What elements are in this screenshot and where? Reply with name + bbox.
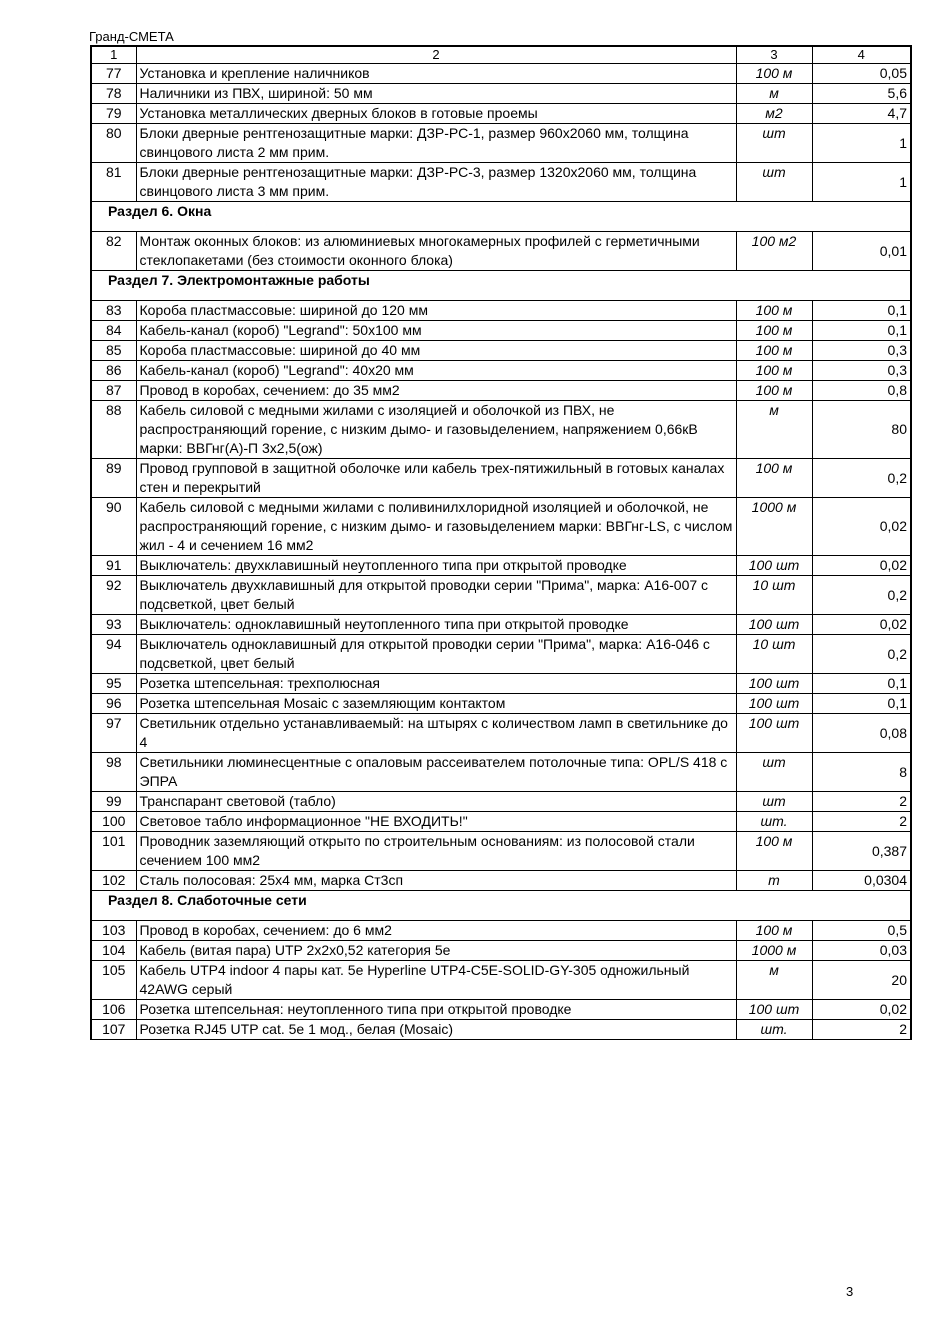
row-quantity: 0,3 [812,341,911,361]
row-description: Светильники люминесцентные с опаловым рассеивателем потолочные типа: OPL/S 418 с ЭПРА [136,753,736,792]
row-number: 104 [91,941,136,961]
estimate-table [90,45,912,1040]
row-number: 82 [91,232,136,271]
row-quantity: 0,3 [812,361,911,381]
row-number: 99 [91,792,136,812]
row-unit: 100 шт [736,714,812,753]
row-unit: 100 м [736,921,812,941]
row-description: Кабель (витая пара) UTP 2х2х0,52 категория 5е [136,941,736,961]
row-number: 92 [91,576,136,615]
row-description: Кабель UTP4 indoor 4 пары кат. 5е Hyperline UTP4-C5E-SOLID-GY-305 одножильный 42AWG серый [136,961,736,1000]
row-quantity: 0,2 [812,459,911,498]
row-number: 81 [91,163,136,202]
row-unit: шт [736,163,812,202]
row-unit: 100 м [736,832,812,871]
row-unit: шт. [736,1020,812,1040]
column-header-3: 3 [736,46,812,64]
row-quantity: 5,6 [812,84,911,104]
row-number: 96 [91,694,136,714]
row-description: Сталь полосовая: 25х4 мм, марка Ст3сп [136,871,736,891]
row-quantity: 0,05 [812,64,911,84]
row-number: 78 [91,84,136,104]
row-unit: шт [736,792,812,812]
column-header-1: 1 [91,46,136,64]
row-description: Выключатель: одноклавишный неутопленного типа при открытой проводке [136,615,736,635]
page-number: 3 [846,1284,854,1299]
row-number: 98 [91,753,136,792]
row-unit: 10 шт [736,635,812,674]
table-row [91,498,911,556]
table-row [91,871,911,891]
table-row [91,812,911,832]
row-description: Установка металлических дверных блоков в готовые проемы [136,104,736,124]
row-unit: 100 м [736,381,812,401]
table-row [91,674,911,694]
row-quantity: 0,1 [812,321,911,341]
row-number: 101 [91,832,136,871]
row-quantity: 1 [812,163,911,202]
table-row [91,381,911,401]
row-description: Проводник заземляющий открыто по строительным основаниям: из полосовой стали сечением 100 мм2 [136,832,736,871]
row-number: 80 [91,124,136,163]
row-quantity: 0,02 [812,556,911,576]
row-description: Провод групповой в защитной оболочке или кабель трех-пятижильный в готовых каналах стен и перекрытий [136,459,736,498]
row-number: 77 [91,64,136,84]
row-unit: 100 шт [736,1000,812,1020]
row-description: Монтаж оконных блоков: из алюминиевых многокамерных профилей с герметичными стеклопакетами (без стоимости оконного блока) [136,232,736,271]
row-quantity: 0,1 [812,694,911,714]
row-quantity: 0,1 [812,301,911,321]
app-title: Гранд-СМЕТА [89,29,174,44]
row-description: Провод в коробах, сечением: до 6 мм2 [136,921,736,941]
row-number: 107 [91,1020,136,1040]
row-quantity: 8 [812,753,911,792]
row-number: 106 [91,1000,136,1020]
table-row [91,792,911,812]
row-quantity: 2 [812,812,911,832]
row-number: 93 [91,615,136,635]
section-title: Раздел 8. Слаботочные сети [91,891,911,921]
table-row [91,694,911,714]
row-number: 83 [91,301,136,321]
table-row [91,714,911,753]
section-title: Раздел 6. Окна [91,202,911,232]
row-quantity: 2 [812,1020,911,1040]
row-description: Розетка штепсельная Mosaic с заземляющим контактом [136,694,736,714]
row-unit: т [736,871,812,891]
row-number: 85 [91,341,136,361]
row-unit: 100 м2 [736,232,812,271]
row-unit: 100 м [736,301,812,321]
row-number: 87 [91,381,136,401]
row-unit: 10 шт [736,576,812,615]
row-description: Установка и крепление наличников [136,64,736,84]
table-row [91,361,911,381]
row-quantity: 0,01 [812,232,911,271]
table-row [91,556,911,576]
row-number: 84 [91,321,136,341]
column-header-4: 4 [812,46,911,64]
row-quantity: 0,0304 [812,871,911,891]
row-unit: 100 шт [736,615,812,635]
table-row [91,341,911,361]
row-number: 88 [91,401,136,459]
table-row [91,104,911,124]
row-unit: 1000 м [736,941,812,961]
row-quantity: 20 [812,961,911,1000]
table-row [91,1020,911,1040]
row-description: Транспарант световой (табло) [136,792,736,812]
table-row [91,753,911,792]
row-quantity: 0,8 [812,381,911,401]
row-number: 103 [91,921,136,941]
row-number: 79 [91,104,136,124]
table-row [91,576,911,615]
row-description: Выключатель двухклавишный для открытой проводки серии "Прима", марка: А16-007 с подсветкой, цвет белый [136,576,736,615]
row-unit: шт [736,124,812,163]
row-description: Наличники из ПВХ, шириной: 50 мм [136,84,736,104]
row-description: Короба пластмассовые: шириной до 120 мм [136,301,736,321]
table-row [91,232,911,271]
row-unit: м [736,84,812,104]
row-number: 91 [91,556,136,576]
table-row [91,961,911,1000]
row-quantity: 0,387 [812,832,911,871]
row-quantity: 0,2 [812,576,911,615]
row-quantity: 0,1 [812,674,911,694]
row-description: Розетка штепсельная: трехполюсная [136,674,736,694]
row-number: 94 [91,635,136,674]
row-description: Светильник отдельно устанавливаемый: на штырях с количеством ламп в светильнике до 4 [136,714,736,753]
row-number: 95 [91,674,136,694]
row-description: Кабель силовой с медными жилами с изоляцией и оболочкой из ПВХ, не распространяющий горение, с низким дымо- и газовыделением, напряжением 0,66кВ марки: ВВГнг(А)-П 3х2,5(ож) [136,401,736,459]
table-row [91,163,911,202]
row-quantity: 0,08 [812,714,911,753]
table-row [91,635,911,674]
row-unit: м [736,961,812,1000]
row-number: 97 [91,714,136,753]
row-description: Кабель силовой с медными жилами с поливинилхлоридной изоляцией и оболочкой, не распространяющий горение, с низким дымо- и газовыделением марки: ВВГнг-LS, с числом жил - 4 и сечением 16 мм2 [136,498,736,556]
row-quantity: 0,02 [812,615,911,635]
table-row [91,321,911,341]
row-quantity: 0,5 [812,921,911,941]
row-unit: шт. [736,812,812,832]
table-row [91,401,911,459]
row-number: 89 [91,459,136,498]
table-row [91,832,911,871]
row-description: Розетка штепсельная: неутопленного типа при открытой проводке [136,1000,736,1020]
row-description: Кабель-канал (короб) "Legrand": 40х20 мм [136,361,736,381]
table-row [91,1000,911,1020]
row-unit: 100 м [736,459,812,498]
row-quantity: 80 [812,401,911,459]
row-unit: м2 [736,104,812,124]
row-unit: 100 шт [736,556,812,576]
row-unit: 100 м [736,321,812,341]
table-row [91,615,911,635]
row-description: Световое табло информационное "НЕ ВХОДИТЬ!" [136,812,736,832]
row-quantity: 0,02 [812,1000,911,1020]
row-description: Выключатель: двухклавишный неутопленного типа при открытой проводке [136,556,736,576]
row-quantity: 4,7 [812,104,911,124]
row-description: Кабель-канал (короб) "Legrand": 50х100 мм [136,321,736,341]
column-header-2: 2 [136,46,736,64]
row-unit: шт [736,753,812,792]
table-row [91,921,911,941]
row-unit: м [736,401,812,459]
table-row [91,84,911,104]
row-quantity: 0,03 [812,941,911,961]
row-unit: 100 шт [736,674,812,694]
table-row [91,64,911,84]
section-title: Раздел 7. Электромонтажные работы [91,271,911,301]
table-row [91,459,911,498]
row-description: Выключатель одноклавишный для открытой проводки серии "Прима", марка: А16-046 с подсветкой, цвет белый [136,635,736,674]
row-quantity: 2 [812,792,911,812]
row-number: 86 [91,361,136,381]
section-row [91,271,911,301]
row-description: Розетка RJ45 UTP cat. 5e 1 мод., белая (Mosaic) [136,1020,736,1040]
section-row [91,891,911,921]
row-description: Провод в коробах, сечением: до 35 мм2 [136,381,736,401]
row-number: 100 [91,812,136,832]
row-quantity: 0,2 [812,635,911,674]
table-row [91,301,911,321]
row-number: 105 [91,961,136,1000]
row-description: Блоки дверные рентгенозащитные марки: ДЗР-РС-1, размер 960х2060 мм, толщина свинцового листа 2 мм прим. [136,124,736,163]
row-unit: 1000 м [736,498,812,556]
table-row [91,124,911,163]
section-row [91,202,911,232]
row-unit: 100 шт [736,694,812,714]
row-unit: 100 м [736,341,812,361]
row-unit: 100 м [736,64,812,84]
row-number: 102 [91,871,136,891]
row-quantity: 0,02 [812,498,911,556]
row-number: 90 [91,498,136,556]
row-description: Блоки дверные рентгенозащитные марки: ДЗР-РС-3, размер 1320х2060 мм, толщина свинцового листа 3 мм прим. [136,163,736,202]
row-description: Короба пластмассовые: шириной до 40 мм [136,341,736,361]
table-header-row [91,46,911,64]
table-row [91,941,911,961]
row-unit: 100 м [736,361,812,381]
row-quantity: 1 [812,124,911,163]
